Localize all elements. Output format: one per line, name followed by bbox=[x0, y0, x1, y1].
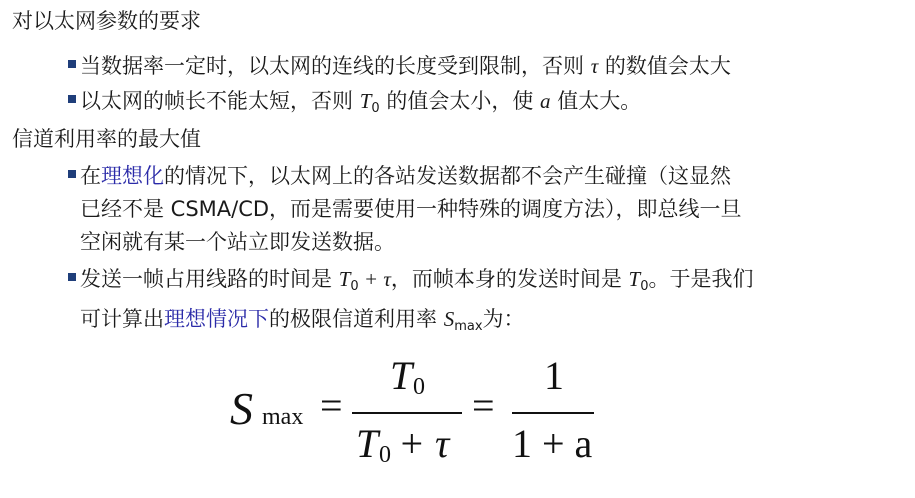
list-item bbox=[80, 85, 895, 125]
bullet-marker bbox=[68, 95, 76, 103]
bullet-text: 的情况下，以太网上的各站发送数据都不会产生碰撞（这显然 bbox=[164, 164, 731, 188]
t0-symbol: T bbox=[359, 89, 372, 113]
bullet-marker bbox=[68, 60, 76, 68]
a-symbol: a bbox=[540, 89, 551, 113]
t0-subscript: 0 bbox=[371, 101, 380, 116]
t0-subscript: 0 bbox=[350, 279, 359, 294]
plus-tau: + τ bbox=[358, 267, 391, 291]
bullet-text: 发送一帧占用线路的时间是 bbox=[80, 267, 339, 291]
formula-num-t: T bbox=[390, 353, 413, 398]
formula-den-one-plus-a: 1 + a bbox=[512, 421, 593, 466]
formula-s-sub: max bbox=[262, 404, 304, 430]
bullet-text: 当数据率一定时，以太网的连线的长度受到限制，否则 bbox=[80, 54, 591, 78]
highlight-ideal: 理想化 bbox=[101, 164, 164, 188]
formula-num-one: 1 bbox=[544, 353, 564, 398]
formula-s: S bbox=[230, 383, 253, 434]
fraction-bar bbox=[352, 412, 462, 414]
bullet-text: 空闲就有某一个站立即发送数据。 bbox=[80, 230, 395, 254]
bullet-text: 值太大。 bbox=[550, 89, 642, 113]
bullet-marker bbox=[68, 273, 76, 281]
t0-symbol: T bbox=[338, 267, 351, 291]
heading-channel-utilization: 信道利用率的最大值 bbox=[12, 127, 201, 151]
bullet-text: 的值会太小，使 bbox=[379, 89, 541, 113]
bullet-text: ，而帧本身的发送时间是 bbox=[390, 267, 629, 291]
formula-equals: = bbox=[320, 383, 343, 428]
t0-symbol: T bbox=[628, 267, 641, 291]
bullet-text: 的数值会太大 bbox=[598, 54, 731, 78]
list-item bbox=[80, 263, 895, 343]
formula-den-t: T bbox=[356, 421, 379, 466]
bullet-text: 在 bbox=[80, 164, 101, 188]
bullet-text: 为： bbox=[482, 307, 525, 331]
bullet-text: 可计算出 bbox=[80, 307, 164, 331]
s-symbol: S bbox=[443, 307, 455, 331]
bullet-marker bbox=[68, 170, 76, 178]
t0-subscript: 0 bbox=[640, 279, 649, 294]
formula-num-sub: 0 bbox=[413, 374, 425, 400]
fraction-bar bbox=[512, 412, 594, 414]
bullet-text: 的极限信道利用率 bbox=[269, 307, 444, 331]
bullet-text: 已经不是 CSMA/CD，而是需要使用一种特殊的调度方法），即总线一旦 bbox=[80, 197, 742, 221]
tau-symbol: τ bbox=[590, 54, 599, 78]
list-item bbox=[80, 160, 895, 259]
s-subscript: max bbox=[454, 319, 483, 334]
list-item bbox=[80, 50, 895, 83]
formula-den-rest: + τ bbox=[398, 421, 450, 466]
formula-den-sub: 0 bbox=[379, 442, 391, 468]
heading-ethernet-requirements: 对以太网参数的要求 bbox=[12, 9, 201, 33]
formula-equals: = bbox=[472, 383, 495, 428]
highlight-ideal-case: 理想情况下 bbox=[164, 307, 269, 331]
bullet-text: 。于是我们 bbox=[648, 267, 754, 291]
bullet-text: 以太网的帧长不能太短，否则 bbox=[80, 89, 360, 113]
